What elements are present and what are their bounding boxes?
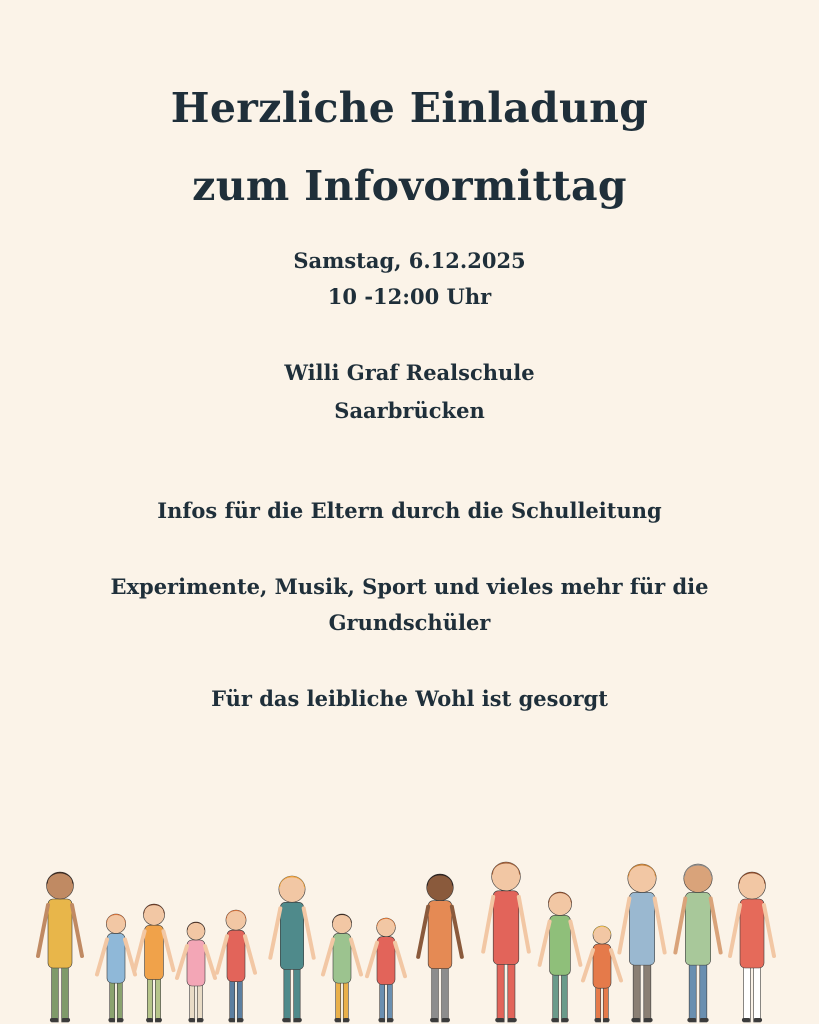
activities-line1: Experimente, Musik, Sport und vieles mehr für die xyxy=(110,574,709,599)
invitation-title-line1: Herzliche Einladung xyxy=(170,84,649,132)
invitation-title-line2: zum Infovormittag xyxy=(192,162,627,210)
family-group-holding-hands-illustration xyxy=(30,850,790,1024)
school-name: Willi Graf Realschule xyxy=(284,360,535,385)
catering-note: Für das leibliche Wohl ist gesorgt xyxy=(211,686,608,711)
school-city: Saarbrücken xyxy=(334,398,485,423)
info-parents: Infos für die Eltern durch die Schulleitung xyxy=(157,498,662,523)
activities-line2: Grundschüler xyxy=(328,610,491,635)
event-date: Samstag, 6.12.2025 xyxy=(293,248,526,273)
event-time: 10 -12:00 Uhr xyxy=(327,284,492,309)
